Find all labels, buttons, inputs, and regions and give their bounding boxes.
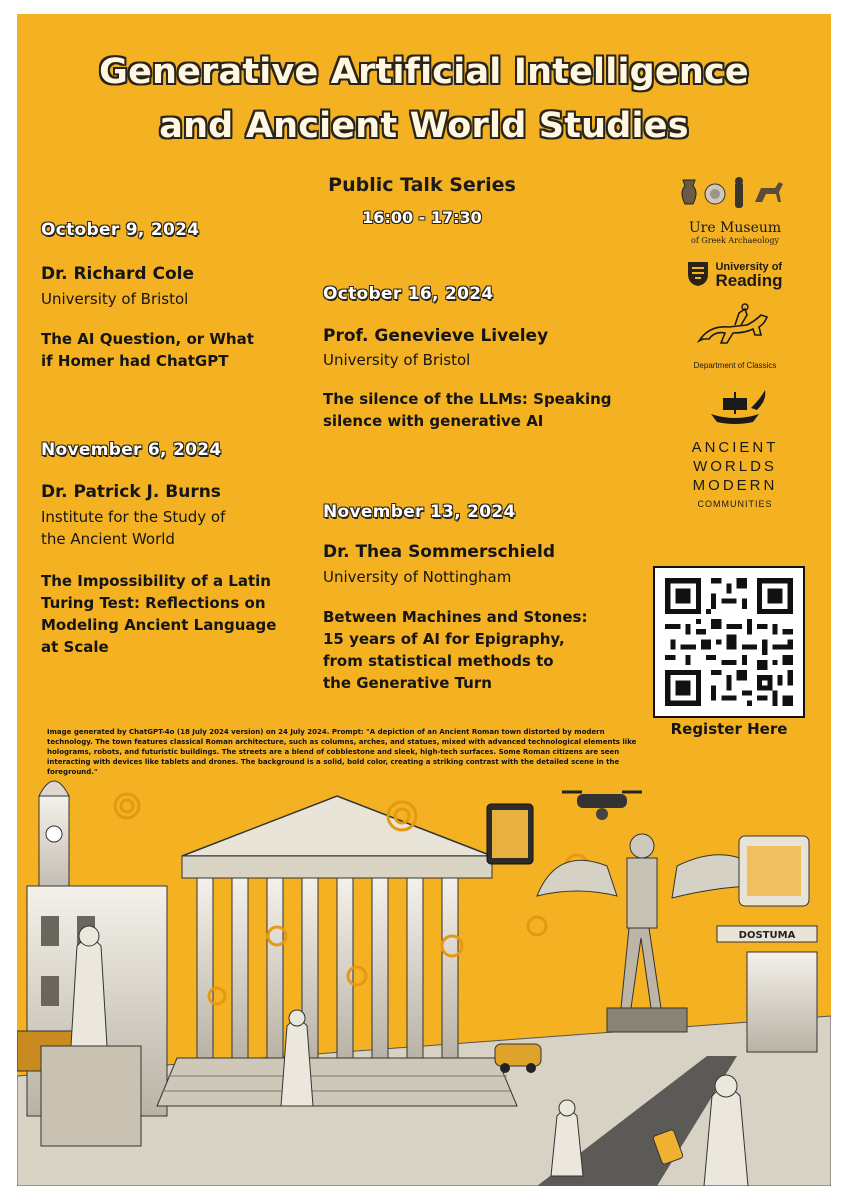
talk-3-title-line: at Scale <box>41 638 109 656</box>
talk-4-title-line: Between Machines and Stones: <box>323 608 588 626</box>
poster-title-line-1: Generative Artificial Intelligence <box>99 52 749 92</box>
talk-1-title-line: The AI Question, or What <box>41 330 254 348</box>
university-of-reading-logo <box>665 261 805 290</box>
ure-museum-subtitle: of Greek Archaeology <box>691 236 779 245</box>
talk-3-title-line: Modeling Ancient Language <box>41 616 277 634</box>
talk-4-title-line: the Generative Turn <box>323 674 492 692</box>
series-time: 16:00 - 17:30 <box>362 208 482 227</box>
talk-3-title <box>41 570 276 658</box>
talk-2-institution: University of Bristol <box>323 351 471 369</box>
ai-generated-illustration <box>17 776 831 1186</box>
awmc-line-worlds: WORLDS <box>693 458 777 475</box>
register-qr-code[interactable] <box>653 566 805 718</box>
talk-3-institution <box>41 506 225 550</box>
temple <box>157 796 517 1106</box>
awmc-line-ancient: ANCIENT <box>691 439 779 456</box>
talk-3-title-line: Turing Test: Reflections on <box>41 594 266 612</box>
image-caption: Image generated by ChatGPT-4o (18 July 2024 version) on 24 July 2024. Prompt: "A depiction of an Ancient Roman town distorted by modern technology. The town features classical Roman architecture, such as columns, arches, and statues, mixed with advanced technological elements like holograms, robots, and futuristic buildings. The streets are a blend of cobblestone and sleek, high-tech surfaces. Some Roman citizens are seen interacting with devices like tablets and drones. The background is a solid, bold color, creating a striking contrast with the detailed scene in the foreground." <box>47 728 637 776</box>
awmc-line-modern: MODERN <box>692 477 778 494</box>
reading-name-line-1: University of <box>715 261 783 273</box>
talk-2-title-line: The silence of the LLMs: Speaking <box>323 390 612 408</box>
scene-sign-text: DOSTUMA <box>738 930 796 941</box>
talk-3-speaker: Dr. Patrick J. Burns <box>41 482 221 502</box>
talk-1-title <box>41 328 254 372</box>
talk-4-institution: University of Nottingham <box>323 568 512 586</box>
talk-1-speaker: Dr. Richard Cole <box>41 264 194 284</box>
talk-2-title <box>323 388 612 432</box>
awmc-logo-text <box>665 438 805 514</box>
ure-museum-name: Ure Museum <box>688 220 782 236</box>
register-here-label[interactable]: Register Here <box>670 720 788 738</box>
talk-3-date: November 6, 2024 <box>41 440 222 460</box>
talk-1-title-line: if Homer had ChatGPT <box>41 352 229 370</box>
talk-2-title-line: silence with generative AI <box>323 412 544 430</box>
awmc-line-communities: COMMUNITIES <box>697 499 773 509</box>
talk-1-date: October 9, 2024 <box>41 220 200 240</box>
talk-3-institution-line: the Ancient World <box>41 530 175 548</box>
talk-4-title-line: from statistical methods to <box>323 652 554 670</box>
reading-crest-icon <box>687 261 709 287</box>
classics-horse-rider-icon <box>665 301 805 357</box>
series-name: Public Talk Series <box>328 174 516 196</box>
poster-title-line-2: and Ancient World Studies <box>159 106 689 146</box>
talk-2-date: October 16, 2024 <box>323 284 494 304</box>
qr-code-icon <box>655 568 803 716</box>
talk-4-speaker: Dr. Thea Sommerschield <box>323 542 555 562</box>
poster <box>17 14 831 1186</box>
talk-2-speaker: Prof. Genevieve Liveley <box>323 326 549 346</box>
awmc-ship-icon <box>665 388 805 430</box>
drone <box>562 792 642 820</box>
ure-museum-artifacts-icon <box>665 174 805 214</box>
talk-3-title-line: The Impossibility of a Latin <box>41 572 271 590</box>
talk-4-title <box>323 606 587 694</box>
talk-3-institution-line: Institute for the Study of <box>41 508 226 526</box>
reading-name-line-2: Reading <box>715 271 783 290</box>
talk-1-institution: University of Bristol <box>41 290 189 308</box>
talk-4-date: November 13, 2024 <box>323 502 516 522</box>
talk-4-title-line: 15 years of AI for Epigraphy, <box>323 630 565 648</box>
sponsor-logos <box>665 174 805 514</box>
classics-department-name: Department of Classics <box>693 361 777 370</box>
